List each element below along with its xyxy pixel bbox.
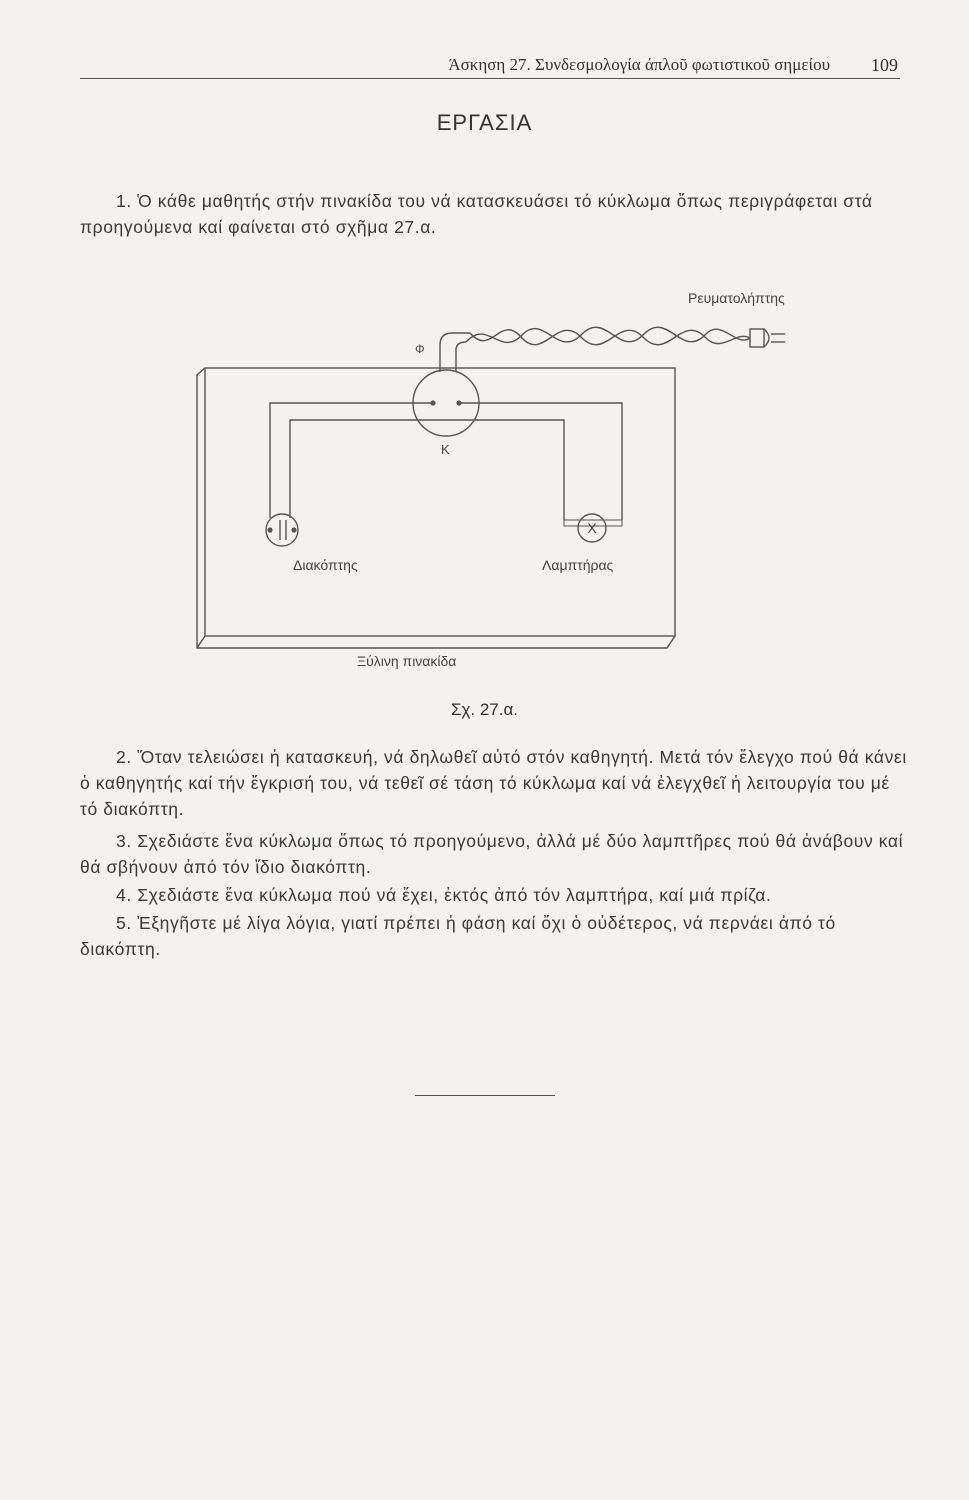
paragraph-3-text: 3. Σχεδιάστε ἕνα κύκλωμα ὅπως τό προηγούμενο, ἀλλά μέ δύο λαμπτῆρες πού θά ἀνάβουν καί θά σβήνουν ἀπό τόν ἴδιο διακόπτη.: [80, 831, 904, 877]
board-label: Ξύλινη πινακίδα: [357, 653, 457, 669]
paragraph-1-text: 1. Ὁ κάθε μαθητής στήν πινακίδα του νά κατασκευάσει τό κύκλωμα ὅπως περιγράφεται στά προηγούμενα καί φαίνεται στό σχῆμα 27.α.: [80, 191, 873, 237]
paragraph-5: [80, 910, 910, 962]
running-title: Άσκηση 27. Συνδεσμολογία άπλοῦ φωτιστικοῦ σημείου: [448, 55, 830, 74]
lamp-label: Λαμπτήρας: [542, 557, 614, 573]
wooden-board: [205, 368, 675, 636]
paragraph-4: [80, 882, 910, 908]
circuit-figure: [0, 280, 969, 710]
circuit-diagram: [0, 280, 969, 710]
figure-caption: Σχ. 27.α.: [450, 700, 519, 719]
paragraph-5-text: 5. Ἐξηγῆστε μέ λίγα λόγια, γιατί πρέπει ἡ φάση καί ὄχι ὁ οὐδέτερος, νά περνάει ἀπό τό διακόπτη.: [80, 913, 836, 959]
running-header: [80, 52, 900, 79]
page-number: 109: [871, 55, 898, 75]
paragraph-2-text: 2. Ὅταν τελειώσει ἡ κατασκευή, νά δηλωθεῖ αὐτό στόν καθηγητή. Μετά τόν ἔλεγχο πού θά κάνει ὁ καθηγητής καί τήν ἔγκρισή του, νά τεθεῖ σέ τάση τό κύκλωμα καί νά ἐλεγχθεῖ ἡ λειτουργία του μέ τό διακόπτη.: [80, 747, 907, 819]
paragraph-1: [80, 188, 910, 240]
paragraph-3: [80, 828, 910, 880]
section-heading: ΕΡΓΑΣΙΑ: [436, 110, 533, 135]
wire-switch-to-lamp: [290, 420, 564, 520]
lamp-symbol-text: X: [587, 520, 597, 536]
phase-label: Φ: [415, 342, 425, 356]
board-edge: [197, 368, 675, 648]
junction-box-label: Κ: [441, 442, 450, 457]
plug-label: Ρευματολήπτης: [688, 290, 785, 306]
plug-cap: [764, 329, 769, 347]
cable-left-lead: [440, 333, 470, 372]
paragraph-4-text: 4. Σχεδιάστε ἕνα κύκλωμα πού νά ἔχει, ἐκτός ἀπό τόν λαμπτήρα, καί μιά πρίζα.: [116, 885, 772, 905]
paragraph-2: [80, 744, 910, 822]
end-rule: [415, 1095, 555, 1096]
switch-label: Διακόπτης: [293, 557, 358, 573]
plug-body: [750, 329, 764, 347]
